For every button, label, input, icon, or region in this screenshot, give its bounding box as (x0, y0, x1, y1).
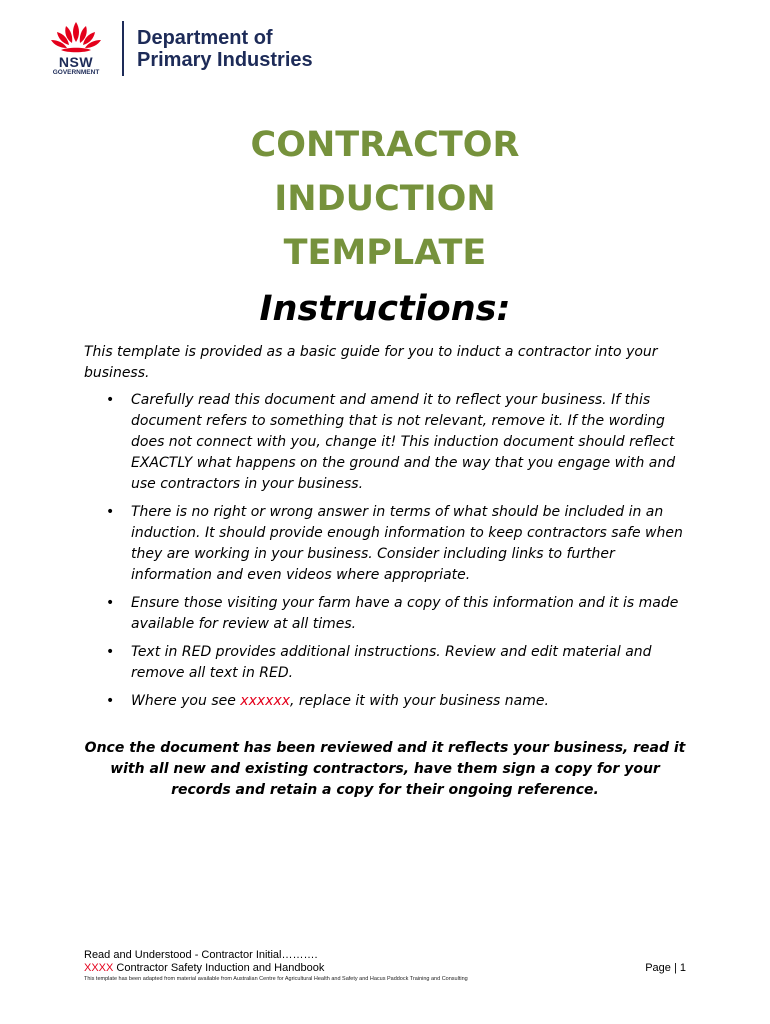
list-item-text: Carefully read this document and amend it to reflect your business. If this document refers to something that is not relevant, remove it. If the wording does not connect with you, change it! This induction document should reflect EXACTLY what happens on the ground and the way that you engage with and use contractors in your business. (131, 392, 676, 492)
footer-title-text: Contractor Safety Induction and Handbook (113, 962, 325, 974)
nsw-government-logo (46, 20, 106, 77)
department-line-1: Department of (137, 26, 273, 49)
page-footer (84, 949, 686, 984)
logo-subtext: GOVERNMENT (52, 69, 100, 76)
list-item (84, 390, 694, 495)
footer-business-placeholder: XXXX (84, 962, 114, 974)
closing-paragraph: Once the document has been reviewed and it reflects your business, read it with all new and existing contractors, have them sign a copy for your records and retain a copy for their ongoing reference. (84, 740, 686, 798)
footer-attribution: This template has been adapted from material available from Australian Centre for Agricultural Health and Safety and Hacus Paddock Training and Consulting (84, 976, 468, 982)
list-item-text: Ensure those visiting your farm have a copy of this information and it is made available for review at all times. (131, 595, 679, 632)
document-title (0, 118, 770, 280)
business-name-placeholder: xxxxxx (240, 693, 291, 709)
list-item (84, 691, 694, 712)
list-item-text-suffix: , replace it with your business name. (290, 693, 549, 709)
list-item-text: Text in RED provides additional instructions. Review and edit material and remove all text in RED. (131, 644, 652, 681)
bullet-icon: • (106, 595, 115, 611)
page-number: Page | 1 (645, 962, 686, 974)
bullet-icon: • (106, 644, 115, 660)
logo-text: NSW (58, 54, 94, 70)
title-line-3: TEMPLATE (283, 233, 487, 273)
footer-initial-line: Read and Understood - Contractor Initial………. (84, 949, 318, 961)
list-item (84, 593, 694, 635)
intro-paragraph: This template is provided as a basic guide for you to induct a contractor into your business. (84, 344, 658, 381)
logo-divider (122, 21, 124, 76)
waratah-icon (47, 20, 105, 54)
department-name (137, 27, 313, 71)
bullet-icon: • (106, 392, 115, 408)
list-item-text: There is no right or wrong answer in terms of what should be included in an induction. It should provide enough information to keep contractors safe when they are working in your business. Consider including links to further information and even videos where appropriate. (131, 504, 683, 583)
list-item-text-prefix: Where you see (131, 693, 241, 709)
department-line-2: Primary Industries (137, 48, 313, 71)
bullet-icon: • (106, 504, 115, 520)
footer-document-title (84, 962, 686, 975)
instructions-heading: Instructions: (259, 289, 511, 329)
instruction-list (84, 390, 694, 719)
list-item (84, 502, 694, 586)
bullet-icon: • (106, 693, 115, 709)
title-line-2: INDUCTION (274, 179, 496, 219)
list-item (84, 642, 694, 684)
header (46, 20, 313, 77)
title-line-1: CONTRACTOR (250, 125, 520, 165)
